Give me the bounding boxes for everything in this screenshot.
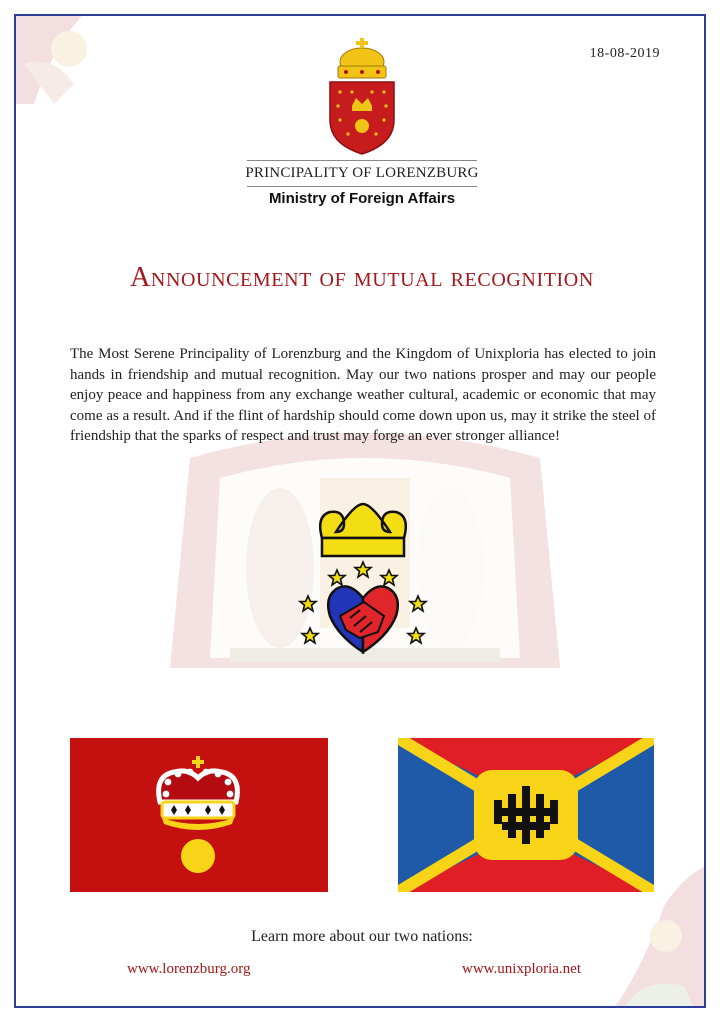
unixploria-flag-icon	[398, 738, 654, 892]
announcement-title: Announcement of mutual recognition	[130, 262, 594, 293]
lorenzburg-website-link[interactable]: www.lorenzburg.org	[127, 961, 251, 977]
lorenzburg-flag-icon	[70, 738, 328, 892]
crowned-heart-handshake-emblem-icon	[294, 498, 432, 656]
agency-name: PRINCIPALITY OF LORENZBURG	[245, 165, 479, 181]
agency-rule-top	[247, 160, 477, 161]
date-label: 18-08-2019	[589, 46, 660, 61]
unixploria-website-link[interactable]: www.unixploria.net	[462, 961, 582, 977]
agency-rule-bottom	[247, 186, 477, 187]
ministry-name: Ministry of Foreign Affairs	[268, 190, 456, 207]
crowned-shield-emblem-icon	[320, 36, 404, 156]
learn-more-label: Learn more about our two nations:	[251, 928, 473, 945]
announcement-body: The Most Serene Principality of Lorenzburg and the Kingdom of Unixploria has elected to join hands in friendship and mutual recognition. May our two nations prosper and may our people enjoy peace and happiness from any exchange weather cultural, academic or economic that may come as a result. And if the flint of hardship should come down upon us, may it strike the steel of friendship that the sparks of respect and trust may forge an ever stronger alliance!	[70, 346, 656, 444]
